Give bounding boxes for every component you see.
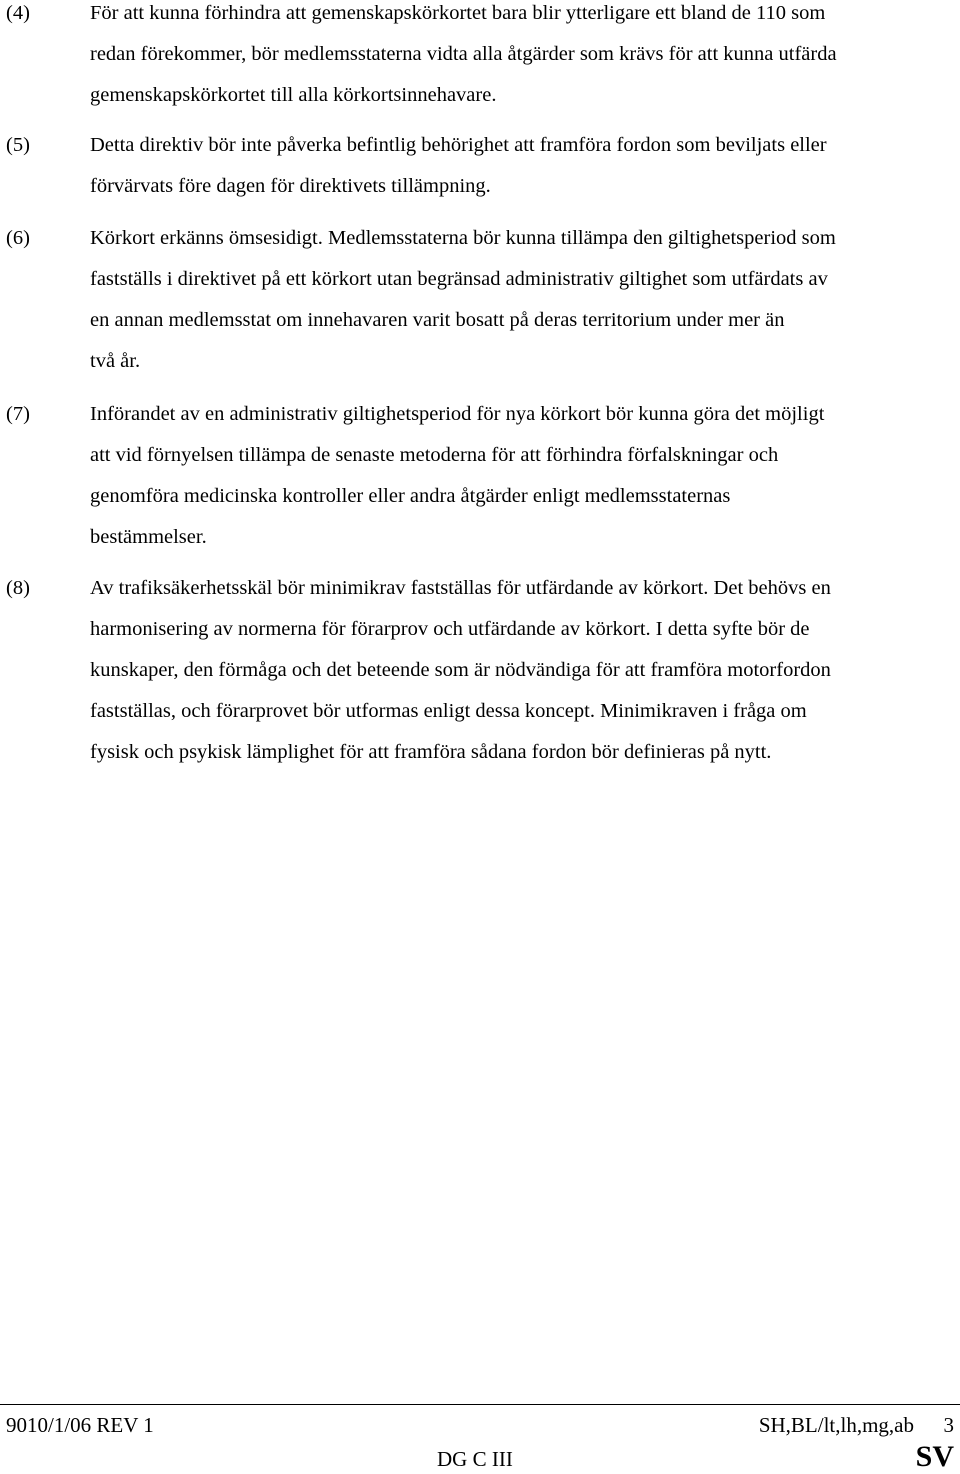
recital-number: (5) — [6, 134, 30, 156]
text-line: fysisk och psykisk lämplighet för att framföra sådana fordon bör definieras på nytt. — [90, 741, 772, 763]
recital-number: (7) — [6, 403, 30, 425]
footer-initials: SH,BL/lt,lh,mg,ab — [758, 1413, 914, 1437]
text-line: Körkort erkänns ömsesidigt. Medlemsstaterna bör kunna tillämpa den giltighetsperiod som — [90, 227, 836, 249]
text-line: kunskaper, den förmåga och det beteende som är nödvändiga för att framföra motorfordon — [90, 659, 831, 681]
footer-divider — [0, 1404, 960, 1405]
text-line: förvärvats före dagen för direktivets tillämpning. — [90, 175, 491, 197]
recital-number: (6) — [6, 227, 30, 249]
text-line: genomföra medicinska kontroller eller andra åtgärder enligt medlemsstaternas — [90, 485, 731, 507]
text-line: harmonisering av normerna för förarprov och utfärdande av körkort. I detta syfte bör de — [90, 618, 810, 640]
text-line: redan förekommer, bör medlemsstaterna vidta alla åtgärder som krävs för att kunna utfärda — [90, 43, 837, 65]
text-line: två år. — [90, 350, 141, 372]
text-line: Införandet av en administrativ giltighetsperiod för nya körkort bör kunna göra det möjligt — [90, 403, 825, 425]
text-line: Detta direktiv bör inte påverka befintlig behörighet att framföra fordon som beviljats eller — [90, 134, 827, 156]
recital-number: (8) — [6, 577, 30, 599]
recital-text — [90, 568, 950, 773]
recital-text — [90, 218, 950, 382]
text-line: fastställas, och förarprovet bör utformas enligt dessa koncept. Minimikraven i fråga om — [90, 700, 807, 722]
footer-directorate: DG C III — [437, 1447, 513, 1471]
recital-text — [90, 125, 950, 207]
text-line: fastställs i direktivet på ett körkort utan begränsad administrativ giltighet som utfärdats av — [90, 268, 828, 290]
recital-text — [90, 0, 950, 116]
text-line: en annan medlemsstat om innehavaren varit bosatt på deras territorium under mer än — [90, 309, 785, 331]
footer-doc-ref: 9010/1/06 REV 1 — [6, 1413, 154, 1437]
footer-language-code: SV — [915, 1440, 954, 1473]
text-line: att vid förnyelsen tillämpa de senaste metoderna för att förhindra förfalskningar och — [90, 444, 779, 466]
text-line: bestämmelser. — [90, 526, 207, 548]
recital-text — [90, 394, 950, 558]
text-line: Av trafiksäkerhetsskäl bör minimikrav fastställas för utfärdande av körkort. Det behövs en — [90, 577, 831, 599]
text-line: För att kunna förhindra att gemenskapskörkortet bara blir ytterligare ett bland de 110 som — [90, 2, 826, 24]
footer-page-number: 3 — [943, 1413, 954, 1437]
recital-number: (4) — [6, 2, 30, 24]
text-line: gemenskapskörkortet till alla körkortsinnehavare. — [90, 84, 497, 106]
